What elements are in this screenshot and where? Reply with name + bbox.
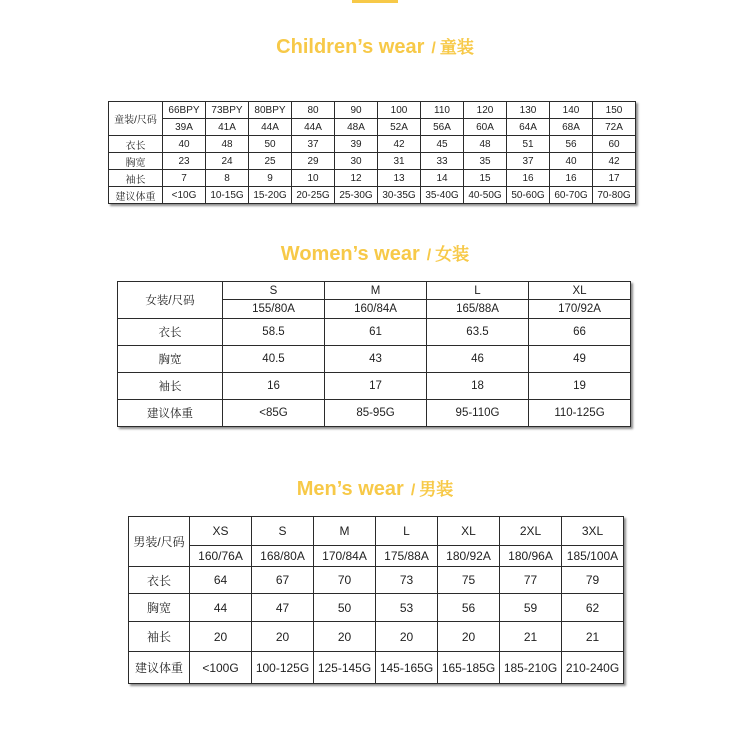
- women-value-cell: 16: [223, 373, 325, 400]
- women-value-cell: 40.5: [223, 346, 325, 373]
- men-value-cell: 75: [438, 567, 500, 594]
- men-size-header: 3XL: [562, 517, 624, 546]
- children-value-cell: 33: [421, 153, 464, 170]
- children-value-cell: 17: [593, 170, 636, 187]
- women-title-zh: 女装: [435, 245, 470, 264]
- men-value-cell: 100-125G: [252, 652, 314, 684]
- women-value-cell: 95-110G: [427, 400, 529, 427]
- men-value-cell: 67: [252, 567, 314, 594]
- men-value-cell: 53: [376, 594, 438, 622]
- men-value-cell: 73: [376, 567, 438, 594]
- men-value-cell: 59: [500, 594, 562, 622]
- men-section-title: [0, 475, 750, 503]
- men-row-label: 胸宽: [129, 594, 190, 622]
- children-value-cell: 16: [507, 170, 550, 187]
- women-row-label: 胸宽: [118, 346, 223, 373]
- men-value-cell: 165-185G: [438, 652, 500, 684]
- children-spec-cell: 72A: [593, 119, 636, 136]
- women-row-label: 袖长: [118, 373, 223, 400]
- men-spec-cell: 185/100A: [562, 546, 624, 567]
- women-value-cell: 46: [427, 346, 529, 373]
- men-row-label: 衣长: [129, 567, 190, 594]
- children-row-label: 袖长: [109, 170, 163, 187]
- women-section-title: [0, 240, 750, 268]
- children-title-en: Children’s wear: [276, 36, 425, 58]
- women-value-cell: 66: [529, 319, 631, 346]
- children-size-header: 150: [593, 102, 636, 119]
- men-spec-cell: 160/76A: [190, 546, 252, 567]
- women-size-header: S: [223, 282, 325, 300]
- men-value-cell: 21: [500, 622, 562, 652]
- children-value-cell: 10: [292, 170, 335, 187]
- men-value-cell: 210-240G: [562, 652, 624, 684]
- children-row-label: 建议体重: [109, 187, 163, 204]
- women-row-label: 衣长: [118, 319, 223, 346]
- men-row-label: 建议体重: [129, 652, 190, 684]
- women-spec-cell: 155/80A: [223, 300, 325, 319]
- children-row-label: 衣长: [109, 136, 163, 153]
- children-spec-cell: 60A: [464, 119, 507, 136]
- children-title-separator: /: [431, 40, 436, 57]
- men-value-cell: 47: [252, 594, 314, 622]
- men-size-header: XS: [190, 517, 252, 546]
- women-value-cell: 19: [529, 373, 631, 400]
- men-value-cell: 20: [376, 622, 438, 652]
- men-value-cell: 56: [438, 594, 500, 622]
- children-value-cell: 20-25G: [292, 187, 335, 204]
- men-value-cell: 145-165G: [376, 652, 438, 684]
- children-row-label: 胸宽: [109, 153, 163, 170]
- women-size-table: [117, 281, 631, 427]
- men-value-cell: 20: [190, 622, 252, 652]
- children-value-cell: 8: [206, 170, 249, 187]
- children-value-cell: 50: [249, 136, 292, 153]
- children-value-cell: 24: [206, 153, 249, 170]
- children-value-cell: 31: [378, 153, 421, 170]
- women-title-en: Women’s wear: [280, 243, 420, 265]
- women-corner-cell: 女装/尺码: [118, 282, 223, 319]
- children-value-cell: 48: [206, 136, 249, 153]
- children-title-zh: 童装: [439, 38, 474, 57]
- women-title-separator: /: [426, 247, 432, 264]
- children-value-cell: 13: [378, 170, 421, 187]
- men-title-zh: 男装: [419, 480, 454, 499]
- men-spec-cell: 180/92A: [438, 546, 500, 567]
- women-value-cell: 85-95G: [325, 400, 427, 427]
- children-value-cell: 35: [464, 153, 507, 170]
- men-row-label: 袖长: [129, 622, 190, 652]
- men-title-en: Men’s wear: [296, 478, 404, 500]
- women-spec-cell: 160/84A: [325, 300, 427, 319]
- men-value-cell: 20: [252, 622, 314, 652]
- men-size-header: S: [252, 517, 314, 546]
- children-value-cell: 25-30G: [335, 187, 378, 204]
- children-value-cell: 30-35G: [378, 187, 421, 204]
- children-spec-cell: 41A: [206, 119, 249, 136]
- children-value-cell: 35-40G: [421, 187, 464, 204]
- men-value-cell: 64: [190, 567, 252, 594]
- children-value-cell: 60: [593, 136, 636, 153]
- women-spec-cell: 165/88A: [427, 300, 529, 319]
- men-value-cell: 125-145G: [314, 652, 376, 684]
- children-size-header: 90: [335, 102, 378, 119]
- children-value-cell: 40: [163, 136, 206, 153]
- men-value-cell: 62: [562, 594, 624, 622]
- children-size-header: 140: [550, 102, 593, 119]
- children-value-cell: 37: [507, 153, 550, 170]
- children-size-table: [108, 101, 636, 204]
- women-value-cell: 17: [325, 373, 427, 400]
- children-value-cell: 37: [292, 136, 335, 153]
- women-value-cell: 58.5: [223, 319, 325, 346]
- children-spec-cell: 56A: [421, 119, 464, 136]
- men-value-cell: 185-210G: [500, 652, 562, 684]
- women-size-header: XL: [529, 282, 631, 300]
- children-value-cell: 48: [464, 136, 507, 153]
- top-accent-bar: [352, 0, 398, 3]
- children-size-header: 130: [507, 102, 550, 119]
- men-value-cell: 50: [314, 594, 376, 622]
- children-spec-cell: 39A: [163, 119, 206, 136]
- men-size-table: [128, 516, 624, 684]
- men-size-header: M: [314, 517, 376, 546]
- women-spec-cell: 170/92A: [529, 300, 631, 319]
- children-value-cell: 9: [249, 170, 292, 187]
- children-value-cell: 40: [550, 153, 593, 170]
- children-value-cell: 50-60G: [507, 187, 550, 204]
- children-value-cell: 60-70G: [550, 187, 593, 204]
- children-size-header: 73BPY: [206, 102, 249, 119]
- children-spec-cell: 52A: [378, 119, 421, 136]
- women-value-cell: 110-125G: [529, 400, 631, 427]
- men-size-header: 2XL: [500, 517, 562, 546]
- children-value-cell: 70-80G: [593, 187, 636, 204]
- children-size-header: 66BPY: [163, 102, 206, 119]
- women-size-header: L: [427, 282, 529, 300]
- children-value-cell: 42: [378, 136, 421, 153]
- children-value-cell: 56: [550, 136, 593, 153]
- children-size-header: 80: [292, 102, 335, 119]
- children-spec-cell: 68A: [550, 119, 593, 136]
- children-size-header: 100: [378, 102, 421, 119]
- men-value-cell: 20: [438, 622, 500, 652]
- children-value-cell: 42: [593, 153, 636, 170]
- men-value-cell: 70: [314, 567, 376, 594]
- children-value-cell: 12: [335, 170, 378, 187]
- children-value-cell: 10-15G: [206, 187, 249, 204]
- men-value-cell: 77: [500, 567, 562, 594]
- men-value-cell: 20: [314, 622, 376, 652]
- men-spec-cell: 180/96A: [500, 546, 562, 567]
- children-value-cell: 25: [249, 153, 292, 170]
- women-value-cell: 63.5: [427, 319, 529, 346]
- children-value-cell: 51: [507, 136, 550, 153]
- children-corner-cell: 童装/尺码: [109, 102, 163, 136]
- children-spec-cell: 44A: [249, 119, 292, 136]
- men-spec-cell: 168/80A: [252, 546, 314, 567]
- children-size-header: 80BPY: [249, 102, 292, 119]
- women-value-cell: 43: [325, 346, 427, 373]
- children-spec-cell: 44A: [292, 119, 335, 136]
- children-value-cell: 16: [550, 170, 593, 187]
- children-value-cell: 40-50G: [464, 187, 507, 204]
- women-value-cell: 61: [325, 319, 427, 346]
- children-value-cell: 15: [464, 170, 507, 187]
- children-spec-cell: 64A: [507, 119, 550, 136]
- children-value-cell: 39: [335, 136, 378, 153]
- men-value-cell: 44: [190, 594, 252, 622]
- children-spec-cell: 48A: [335, 119, 378, 136]
- men-value-cell: <100G: [190, 652, 252, 684]
- women-size-header: M: [325, 282, 427, 300]
- children-value-cell: 45: [421, 136, 464, 153]
- children-value-cell: 15-20G: [249, 187, 292, 204]
- men-value-cell: 79: [562, 567, 624, 594]
- children-section-title: [0, 33, 750, 61]
- children-size-header: 120: [464, 102, 507, 119]
- children-value-cell: 7: [163, 170, 206, 187]
- children-value-cell: 14: [421, 170, 464, 187]
- children-value-cell: 23: [163, 153, 206, 170]
- men-spec-cell: 170/84A: [314, 546, 376, 567]
- men-corner-cell: 男装/尺码: [129, 517, 190, 567]
- men-size-header: L: [376, 517, 438, 546]
- women-value-cell: 18: [427, 373, 529, 400]
- men-title-separator: /: [410, 482, 416, 499]
- men-size-header: XL: [438, 517, 500, 546]
- children-value-cell: <10G: [163, 187, 206, 204]
- children-value-cell: 29: [292, 153, 335, 170]
- women-row-label: 建议体重: [118, 400, 223, 427]
- children-value-cell: 30: [335, 153, 378, 170]
- children-size-header: 110: [421, 102, 464, 119]
- men-value-cell: 21: [562, 622, 624, 652]
- women-value-cell: 49: [529, 346, 631, 373]
- men-spec-cell: 175/88A: [376, 546, 438, 567]
- women-value-cell: <85G: [223, 400, 325, 427]
